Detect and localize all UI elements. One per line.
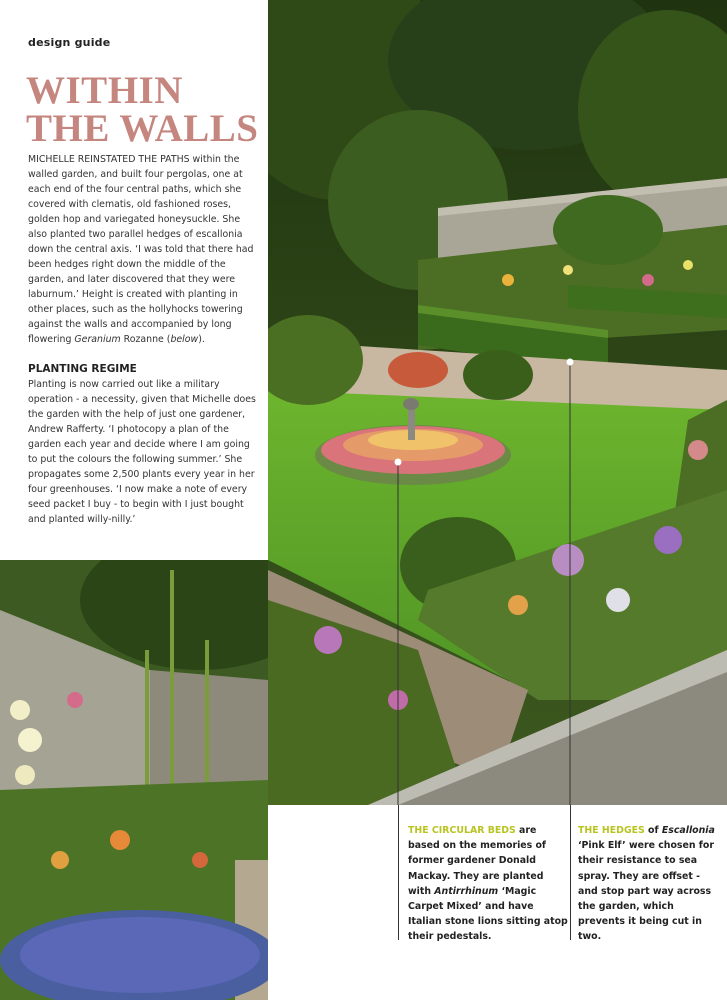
caption-hedges-text-2: ‘Pink Elf’ were chosen for their resistance to sea spray. They are offset - and stop part way across the garden, which prevents it being cut in two. — [578, 840, 714, 943]
section-label: design guide — [28, 36, 111, 49]
intro-paragraph — [28, 152, 260, 347]
caption-hedges-text-1: of — [644, 825, 662, 836]
pointer-line-hedges — [570, 805, 571, 940]
intro-text-2: Rozanne ( — [120, 334, 171, 345]
caption-circular-beds — [408, 823, 568, 945]
pointer-line-circular — [398, 805, 399, 940]
caption-hedges-heading: THE HEDGES — [578, 825, 645, 836]
caption-circular-heading: THE CIRCULAR BEDS — [408, 825, 516, 836]
text-column — [0, 0, 268, 560]
caption-circular-text-1: are based on the memories of former gardener Donald Mackay. They are planted with — [408, 825, 547, 897]
caption-hedges — [578, 823, 718, 945]
title-line-2: THE WALLS — [26, 107, 259, 150]
title-line-1: WITHIN — [26, 69, 183, 112]
intro-italic-2: below — [170, 334, 199, 345]
walled-garden-illustration — [268, 0, 727, 805]
intro-text-3: ). — [198, 334, 205, 345]
caption-circular-italic: Antirrhinum — [434, 885, 499, 897]
planting-paragraph: Planting is now carried out like a military operation - a necessity, given that Michelle does the garden with the help of just one gardener, Andrew Rafferty. ‘I photocopy a plan of the garden each year and decide where I am going to put the colours the following summer.’ She propagates some 2,500 plants every year in her four greenhouses. ‘I now make a note of every seed packet I buy - to begin with I just bought and planted willy-nilly.’ — [28, 379, 256, 525]
planting-heading: PLANTING REGIME — [28, 363, 137, 375]
hollyhock-illustration — [0, 560, 268, 1000]
walled-garden-photo — [268, 0, 727, 805]
page-title — [26, 69, 259, 150]
captions-area — [268, 805, 727, 1000]
intro-lead: MICHELLE REINSTATED THE PATHS — [28, 154, 190, 165]
caption-hedges-italic: Escallonia — [661, 825, 715, 836]
intro-italic: Geranium — [74, 334, 121, 345]
hollyhock-photo — [0, 560, 268, 1000]
intro-text-1: within the walled garden, and built four pergolas, one at each end of the four central paths, which she covered with clematis, old fashioned roses, golden hop and variegated honeysuckle. She also planted two parallel hedges of escallonia down the central axis. ‘I was told that there had been hedges right down the middle of the garden, and later discovered that they were laburnum.’ Height is created with planting in other places, such as the hollyhocks towering against the walls and accompanied by long flowering — [28, 154, 254, 345]
caption-circular-text-2: ‘Magic Carpet Mixed’ and have Italian stone lions sitting atop their pedestals. — [408, 885, 568, 943]
